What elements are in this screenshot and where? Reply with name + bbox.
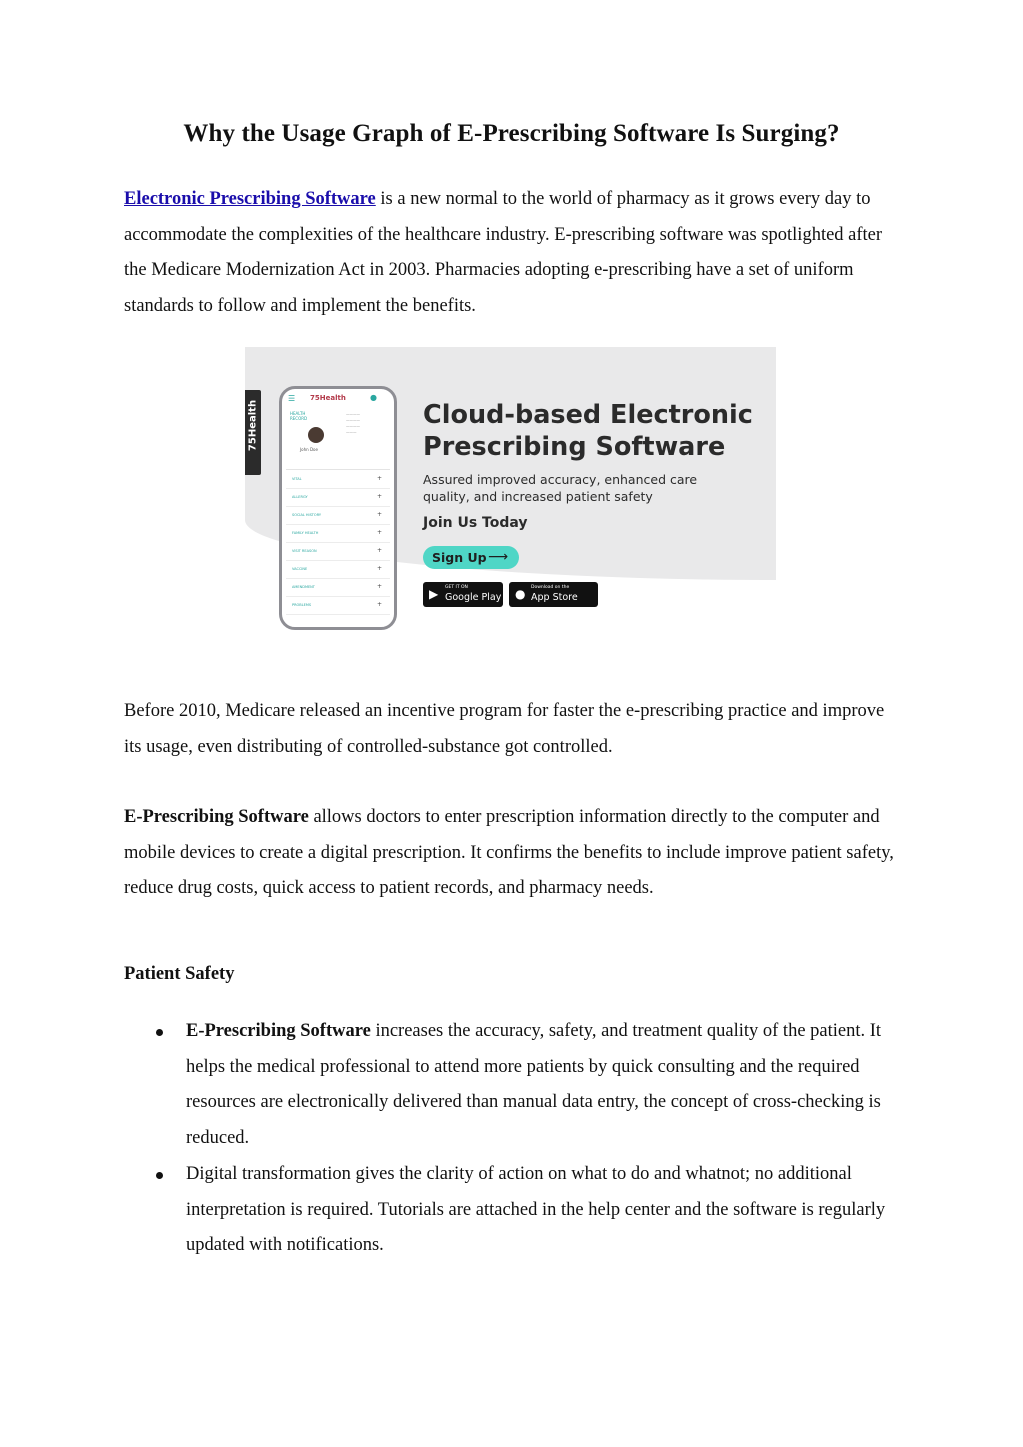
phone-row: PROBLEMS + (286, 597, 390, 615)
list-item (186, 1014, 902, 1156)
page-title: Why the Usage Graph of E-Prescribing Software Is Surging? (183, 120, 840, 147)
patient-name: John Doe (300, 447, 318, 452)
eprescribing-text: allows doctors to enter prescription information directly to the computer and mobile devices to create a digital prescription. It confirms the benefits to include improve patient safety, reduce drug costs, quick access to patient records, and pharmacy needs. (124, 807, 894, 898)
phone-row: AMENDMENT + (286, 579, 390, 597)
brand-tab (245, 390, 261, 475)
plus-icon: + (376, 475, 382, 482)
app-store-label: App Store (531, 592, 578, 603)
phone-row: VACCINE + (286, 561, 390, 579)
electronic-prescribing-link[interactable]: Electronic Prescribing Software (124, 189, 376, 209)
plus-icon: + (376, 511, 382, 518)
bullet-text: increases the accuracy, safety, and treatment quality of the patient. It helps the medical professional to attend more patients by quick consulting and the required resources are electronically delivered than manual data entry, the concept of cross-checking is reduced. (186, 1021, 882, 1148)
plus-icon: + (376, 529, 382, 536)
sign-up-label: Sign Up (432, 550, 487, 565)
banner-title: Cloud-based Electronic Prescribing Software (423, 400, 753, 462)
intro-paragraph (124, 182, 902, 324)
patient-info: ———— ———— ———— ——— (346, 412, 360, 434)
phone-header (288, 393, 388, 405)
patient-card (286, 407, 390, 470)
arrow-right-icon: ⟶ (488, 549, 509, 565)
list-item (186, 1157, 902, 1264)
plus-icon: + (376, 601, 382, 608)
phone-row: ALLERGY + (286, 489, 390, 507)
bell-icon: ● (370, 393, 377, 402)
promo-banner (245, 347, 776, 637)
avatar (308, 427, 324, 443)
play-icon: ▶ (429, 587, 439, 601)
eprescribing-paragraph (124, 800, 902, 907)
phone-row: VISIT REASON + (286, 543, 390, 561)
app-store-small-text: Download on the (531, 585, 570, 590)
google-play-badge[interactable] (423, 582, 503, 607)
incentive-paragraph: Before 2010, Medicare released an incentive program for faster the e-prescribing practice and improve its usage, even distributing of controlled-substance got controlled. (124, 701, 885, 757)
phone-row: FAMILY HEALTH + (286, 525, 390, 543)
phone-row: SOCIAL HISTORY + (286, 507, 390, 525)
patient-safety-heading: Patient Safety (124, 964, 235, 984)
patient-safety-list (186, 1014, 902, 1265)
brand-label: 75Health (247, 399, 259, 452)
apple-icon: ● (515, 587, 526, 601)
intro-text: is a new normal to the world of pharmacy as it grows every day to accommodate the complexities of the healthcare industry. E-prescribing software was spotlighted after the Medicare Modernization Act in 2003. Pharmacies adopting e-prescribing have a set of uniform standards to follow and implement the benefits. (124, 189, 883, 316)
health-record-label: HEALTH RECORD (290, 411, 308, 421)
plus-icon: + (376, 547, 382, 554)
google-play-small-text: GET IT ON (445, 585, 468, 590)
google-play-label: Google Play (445, 592, 502, 603)
app-store-badge[interactable] (509, 582, 598, 607)
bullet-bold: E-Prescribing Software (186, 1021, 371, 1041)
phone-section-list (286, 471, 390, 615)
bullet-text: Digital transformation gives the clarity of action on what to do and whatnot; no additional interpretation is required. Tutorials are attached in the help center and the software is regularly updated with notifications. (186, 1164, 886, 1255)
menu-icon: ☰ (288, 394, 296, 403)
plus-icon: + (376, 493, 382, 500)
phone-app-name: 75Health (310, 394, 346, 402)
plus-icon: + (376, 583, 382, 590)
eprescribing-bold: E-Prescribing Software (124, 807, 309, 827)
phone-mockup (279, 386, 397, 630)
sign-up-button[interactable] (423, 546, 519, 569)
plus-icon: + (376, 565, 382, 572)
phone-row: VITAL + (286, 471, 390, 489)
banner-join-text: Join Us Today (423, 515, 528, 531)
banner-subtitle: Assured improved accuracy, enhanced care quality, and increased patient safety (423, 472, 698, 504)
